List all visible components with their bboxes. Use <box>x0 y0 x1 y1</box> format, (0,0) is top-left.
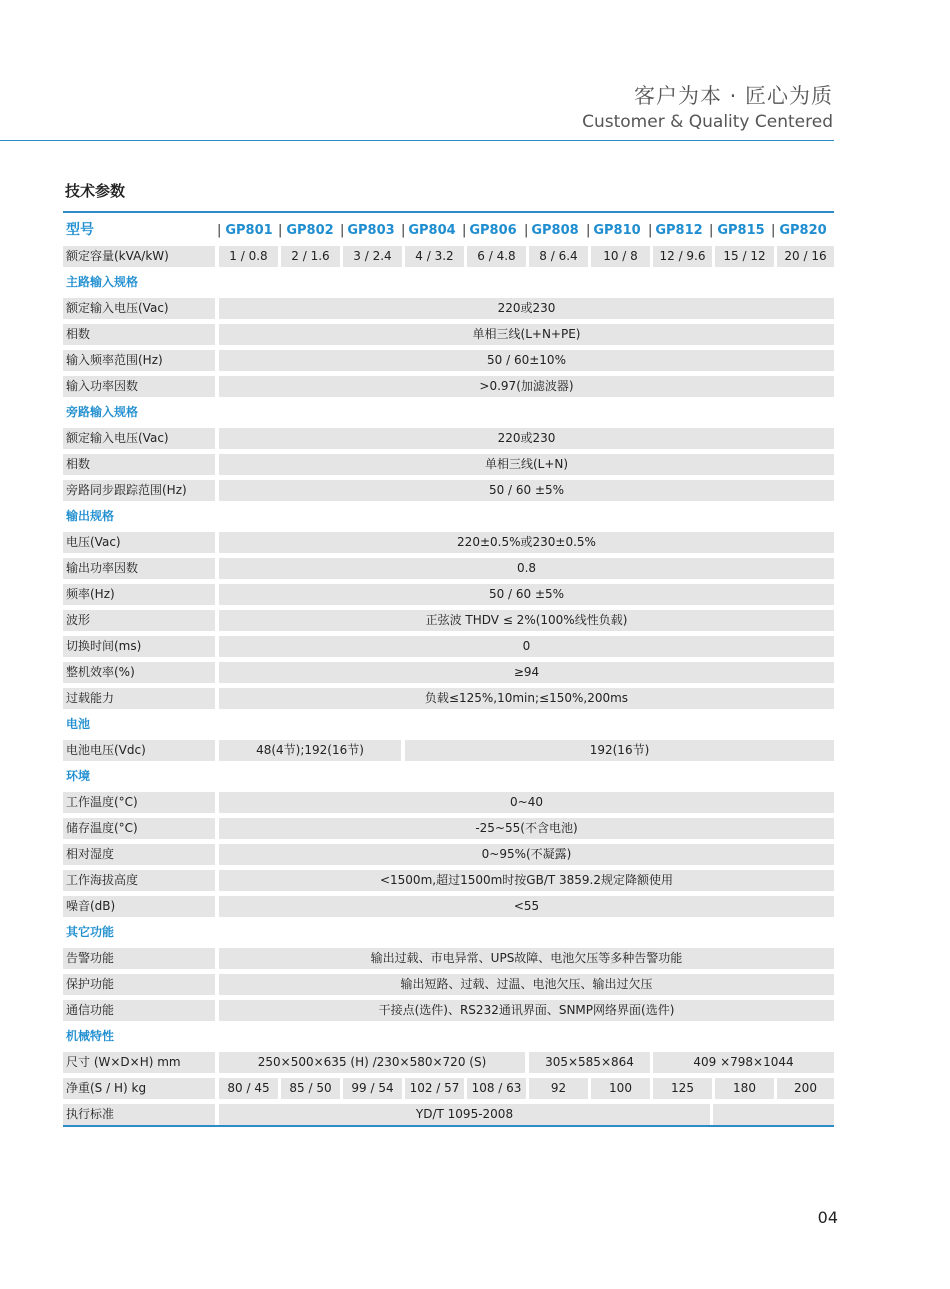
table-row <box>63 1050 834 1076</box>
section-battery <box>63 712 834 738</box>
section-heading: 旁路输入规格 <box>66 405 139 419</box>
separator: | <box>278 223 283 238</box>
row-label: 频率(Hz) <box>63 584 215 605</box>
cell: 409 ×798×1044 <box>653 1052 834 1073</box>
page-number: 04 <box>817 1208 838 1227</box>
cell: 250×500×635 (H) /230×580×720 (S) <box>219 1052 525 1073</box>
cell: 200 <box>777 1078 834 1099</box>
table-row <box>63 816 834 842</box>
empty-cell <box>713 1104 834 1125</box>
row-label: 额定输入电压(Vac) <box>63 298 215 319</box>
cell: 输出过载、市电异常、UPS故障、电池欠压等多种告警功能 <box>219 948 834 969</box>
cell: -25~55(不含电池) <box>219 818 834 839</box>
section-title: 技术参数 <box>65 182 126 200</box>
cell: 1 / 0.8 <box>219 246 278 267</box>
model-header: GP802 <box>286 223 334 238</box>
cell: 50 / 60 ±5% <box>219 480 834 501</box>
model-header: GP810 <box>593 223 641 238</box>
row-label: 相对湿度 <box>63 844 215 865</box>
table-row <box>63 478 834 504</box>
cell: 2 / 1.6 <box>281 246 340 267</box>
cell: <1500m,超过1500m时按GB/T 3859.2规定降额使用 <box>219 870 834 891</box>
row-label: 尺寸 (W×D×H) mm <box>63 1052 215 1073</box>
table-row <box>63 790 834 816</box>
cell: 0.8 <box>219 558 834 579</box>
row-label: 输入功率因数 <box>63 376 215 397</box>
model-header: GP801 <box>225 223 273 238</box>
row-label: 告警功能 <box>63 948 215 969</box>
row-label: 输入频率范围(Hz) <box>63 350 215 371</box>
cell: 15 / 12 <box>715 246 774 267</box>
table-row <box>63 608 834 634</box>
cell: 48(4节);192(16节) <box>219 740 401 761</box>
cell: 单相三线(L+N+PE) <box>219 324 834 345</box>
model-header: GP808 <box>531 223 579 238</box>
row-label: 过载能力 <box>63 688 215 709</box>
table-bottom-rule <box>63 1125 834 1127</box>
table-row <box>63 998 834 1024</box>
model-header: GP812 <box>655 223 703 238</box>
row-label: 工作海拔高度 <box>63 870 215 891</box>
cell: 85 / 50 <box>281 1078 340 1099</box>
row-label: 额定容量(kVA/kW) <box>63 246 215 267</box>
cell: 12 / 9.6 <box>653 246 712 267</box>
separator: | <box>340 223 345 238</box>
table-row <box>63 738 834 764</box>
table-row-model <box>63 218 834 244</box>
cell: 4 / 3.2 <box>405 246 464 267</box>
cell: 0~95%(不凝露) <box>219 844 834 865</box>
separator: | <box>217 223 222 238</box>
row-label: 相数 <box>63 454 215 475</box>
section-heading: 主路输入规格 <box>66 275 139 289</box>
cell: 305×585×864 <box>529 1052 650 1073</box>
table-row <box>63 556 834 582</box>
cell: 125 <box>653 1078 712 1099</box>
cell: 10 / 8 <box>591 246 650 267</box>
row-label: 电池电压(Vdc) <box>63 740 215 761</box>
table-row <box>63 868 834 894</box>
section-heading: 环境 <box>66 769 91 783</box>
cell: 8 / 6.4 <box>529 246 588 267</box>
separator: | <box>524 223 529 238</box>
row-label: 输出功率因数 <box>63 558 215 579</box>
table-row <box>63 348 834 374</box>
cell: ≥94 <box>219 662 834 683</box>
cell: 0~40 <box>219 792 834 813</box>
model-header: GP815 <box>717 223 765 238</box>
cell: 102 / 57 <box>405 1078 464 1099</box>
separator: | <box>648 223 653 238</box>
cell: YD/T 1095-2008 <box>219 1104 710 1125</box>
header-title-cn: 客户为本 · 匠心为质 <box>633 84 833 108</box>
row-label: 保护功能 <box>63 974 215 995</box>
cell: 干接点(选件)、RS232通讯界面、SNMP网络界面(选件) <box>219 1000 834 1021</box>
section-heading: 电池 <box>66 717 91 731</box>
cell: 180 <box>715 1078 774 1099</box>
row-label: 旁路同步跟踪范围(Hz) <box>63 480 215 501</box>
cell: 220或230 <box>219 428 834 449</box>
table-row <box>63 946 834 972</box>
cell: 108 / 63 <box>467 1078 526 1099</box>
cell: 3 / 2.4 <box>343 246 402 267</box>
row-label: 相数 <box>63 324 215 345</box>
row-label: 额定输入电压(Vac) <box>63 428 215 449</box>
table-row-capacity <box>63 244 834 270</box>
cell: 220±0.5%或230±0.5% <box>219 532 834 553</box>
table-row <box>63 660 834 686</box>
row-label: 噪音(dB) <box>63 896 215 917</box>
section-heading: 其它功能 <box>66 925 115 939</box>
table-row <box>63 426 834 452</box>
table-row <box>63 686 834 712</box>
row-label: 储存温度(°C) <box>63 818 215 839</box>
model-header: GP806 <box>469 223 517 238</box>
cell: 92 <box>529 1078 588 1099</box>
row-label: 波形 <box>63 610 215 631</box>
cell: >0.97(加滤波器) <box>219 376 834 397</box>
row-label: 电压(Vac) <box>63 532 215 553</box>
cell: 输出短路、过载、过温、电池欠压、输出过欠压 <box>219 974 834 995</box>
row-label: 净重(S / H) kg <box>63 1078 215 1099</box>
table-row <box>63 842 834 868</box>
cell: 单相三线(L+N) <box>219 454 834 475</box>
section-mechanical <box>63 1024 834 1050</box>
separator: | <box>709 223 714 238</box>
row-label: 工作温度(°C) <box>63 792 215 813</box>
model-header: GP804 <box>408 223 456 238</box>
section-environment <box>63 764 834 790</box>
cell: 220或230 <box>219 298 834 319</box>
model-header: GP820 <box>779 223 827 238</box>
model-label: 型号 <box>66 222 94 238</box>
cell: 50 / 60 ±5% <box>219 584 834 605</box>
table-row <box>63 374 834 400</box>
cell: 正弦波 THDV ≤ 2%(100%线性负载) <box>219 610 834 631</box>
header-divider <box>0 140 834 141</box>
table-row <box>63 296 834 322</box>
table-row <box>63 582 834 608</box>
table-row <box>63 634 834 660</box>
cell: 20 / 16 <box>777 246 834 267</box>
table-top-rule <box>63 211 834 213</box>
section-main-input <box>63 270 834 296</box>
table-row <box>63 322 834 348</box>
row-label: 整机效率(%) <box>63 662 215 683</box>
table-row <box>63 972 834 998</box>
cell: 0 <box>219 636 834 657</box>
section-heading: 输出规格 <box>66 509 115 523</box>
cell: 50 / 60±10% <box>219 350 834 371</box>
cell: 80 / 45 <box>219 1078 278 1099</box>
section-heading: 机械特性 <box>66 1029 115 1043</box>
table-row <box>63 894 834 920</box>
row-label: 切换时间(ms) <box>63 636 215 657</box>
section-output <box>63 504 834 530</box>
header-title-en: Customer & Quality Centered <box>582 112 833 132</box>
section-other-functions <box>63 920 834 946</box>
row-label: 通信功能 <box>63 1000 215 1021</box>
row-label: 执行标准 <box>63 1104 215 1125</box>
separator: | <box>462 223 467 238</box>
table-row <box>63 452 834 478</box>
table-row <box>63 530 834 556</box>
section-bypass-input <box>63 400 834 426</box>
cell: 99 / 54 <box>343 1078 402 1099</box>
separator: | <box>401 223 406 238</box>
cell: 负载≤125%,10min;≤150%,200ms <box>219 688 834 709</box>
cell: 100 <box>591 1078 650 1099</box>
table-row <box>63 1076 834 1102</box>
model-header: GP803 <box>347 223 395 238</box>
separator: | <box>586 223 591 238</box>
cell: 192(16节) <box>405 740 834 761</box>
separator: | <box>771 223 776 238</box>
cell: 6 / 4.8 <box>467 246 526 267</box>
cell: <55 <box>219 896 834 917</box>
